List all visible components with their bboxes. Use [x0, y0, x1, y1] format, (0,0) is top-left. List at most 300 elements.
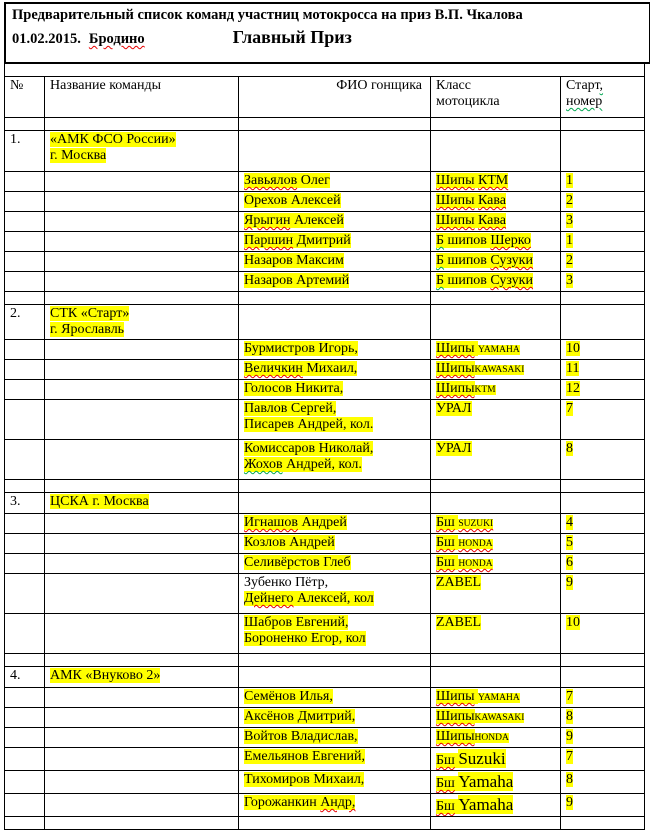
text-run: 11: [566, 361, 580, 376]
motorcycle-class-cell: [431, 728, 561, 748]
rider-name-cell: [239, 212, 431, 232]
rider-row: [5, 728, 645, 748]
empty-class-cell: [431, 292, 561, 305]
empty-team-cell: [45, 748, 239, 771]
doc-date: 01.02.2015.: [12, 31, 81, 47]
text-run: Бш: [436, 535, 455, 550]
text-run: Писарев Андрей, кол.: [244, 417, 374, 432]
empty-num-cell: [5, 480, 45, 493]
rider-name-cell: [239, 574, 431, 614]
rider-row: [5, 794, 645, 817]
empty-start-cell: [561, 817, 645, 830]
text-line: [436, 193, 557, 209]
empty-num-cell: [5, 232, 45, 252]
text-line: [244, 233, 427, 249]
text-run: Yamaha: [458, 772, 514, 791]
text-run: Сузуки: [490, 273, 533, 288]
text-run: 2: [566, 253, 573, 268]
rider-row: [5, 554, 645, 574]
team-row: [5, 493, 645, 514]
empty-team-cell: [45, 554, 239, 574]
rider-name-cell: [239, 360, 431, 380]
motorcycle-class-cell: [431, 232, 561, 252]
document-title-box: [4, 2, 650, 64]
rider-row: [5, 514, 645, 534]
text-run: 3: [566, 273, 573, 288]
start-number-cell: [561, 574, 645, 614]
header-rider-cell: ФИО гонщика: [239, 77, 431, 118]
text-run: Шипы: [436, 381, 475, 396]
text-run: 7: [566, 749, 573, 764]
text-run: 8: [566, 772, 573, 787]
start-number-cell: [561, 400, 645, 440]
rider-row: [5, 614, 645, 654]
text-run: Голосов Никита,: [244, 381, 344, 396]
text-run: Шерко: [490, 233, 531, 248]
empty-rider-cell: [239, 131, 431, 172]
start-number-cell: [561, 360, 645, 380]
rider-name-cell: [239, 708, 431, 728]
empty-team-cell: [45, 534, 239, 554]
text-run: Сузуки: [490, 253, 533, 268]
motorcycle-class-cell: [431, 172, 561, 192]
start-number-cell: [561, 340, 645, 360]
team-number-cell: 2.: [5, 305, 45, 340]
text-run: шипов: [444, 233, 491, 248]
spacer-row: [5, 654, 645, 667]
rider-name-cell: [239, 688, 431, 708]
start-number-cell: [561, 514, 645, 534]
rider-name-cell: [239, 514, 431, 534]
text-line: [436, 729, 557, 746]
rider-row: [5, 252, 645, 272]
motorcycle-class-cell: [431, 794, 561, 817]
text-line: [436, 341, 557, 358]
text-line: [244, 441, 427, 457]
header-team-cell: Название команды: [45, 77, 239, 118]
text-line: [244, 689, 427, 705]
text-run: Старт: [566, 78, 600, 93]
empty-num-cell: [5, 534, 45, 554]
merged-spacer-cell: [5, 63, 645, 77]
text-run: Бороненко Егор, кол: [244, 631, 366, 646]
empty-rider-cell: [239, 292, 431, 305]
empty-class-cell: [431, 667, 561, 688]
text-run: Класс: [436, 78, 471, 93]
rider-name-cell: [239, 232, 431, 252]
text-line: [436, 535, 557, 552]
motorcycle-class-cell: [431, 380, 561, 400]
spacer-row: [5, 118, 645, 131]
motorcycle-class-cell: [431, 360, 561, 380]
text-line: [50, 148, 235, 164]
start-number-cell: [561, 172, 645, 192]
text-line: [436, 381, 557, 398]
motorcycle-class-cell: [431, 554, 561, 574]
text-run: 6: [566, 555, 573, 570]
text-line: [244, 213, 427, 229]
text-line: [244, 575, 427, 591]
empty-rider-cell: [239, 493, 431, 514]
text-run: Аксёнов Дмитрий,: [244, 709, 356, 724]
text-run: Паршин: [244, 233, 294, 248]
text-run: Алексей, кол: [293, 591, 374, 606]
text-line: [244, 193, 427, 209]
empty-team-cell: [45, 688, 239, 708]
text-run: шипов: [444, 253, 491, 268]
text-line: [50, 668, 235, 684]
start-number-cell: [561, 252, 645, 272]
text-run: 7: [566, 689, 573, 704]
text-run: 7: [566, 401, 573, 416]
empty-team-cell: [45, 192, 239, 212]
empty-team-cell: [45, 514, 239, 534]
team-name-cell: [45, 667, 239, 688]
text-line: [244, 555, 427, 571]
rider-row: [5, 232, 645, 252]
text-run: Шипы: [436, 173, 475, 188]
motorcycle-class-cell: [431, 252, 561, 272]
text-run: YAMAHA: [478, 693, 520, 703]
start-number-cell: [561, 728, 645, 748]
empty-team-cell: [45, 794, 239, 817]
text-run: Suzuki: [458, 749, 506, 768]
text-run: Дмитрий: [293, 233, 351, 248]
text-line: [436, 515, 557, 532]
start-number-cell: [561, 794, 645, 817]
empty-team-cell: [45, 292, 239, 305]
rider-name-cell: [239, 794, 431, 817]
empty-num-cell: [5, 292, 45, 305]
empty-start-cell: [561, 292, 645, 305]
empty-team-cell: [45, 771, 239, 794]
participants-table: [4, 62, 645, 830]
text-run: 8: [566, 709, 573, 724]
text-run: 9: [566, 795, 573, 810]
rider-name-cell: [239, 554, 431, 574]
text-line: [436, 401, 557, 417]
text-run: мотоцикла: [436, 94, 500, 109]
empty-team-cell: [45, 360, 239, 380]
text-line: [244, 772, 427, 788]
empty-rider-cell: [239, 817, 431, 830]
text-run: шипов: [444, 273, 491, 288]
empty-rider-cell: [239, 118, 431, 131]
empty-num-cell: [5, 400, 45, 440]
text-line: [436, 78, 557, 94]
text-line: [244, 381, 427, 397]
empty-rider-cell: [239, 654, 431, 667]
text-run: г. Ярославль: [50, 322, 125, 337]
empty-rider-cell: [239, 305, 431, 340]
rider-name-cell: [239, 614, 431, 654]
text-line: [244, 709, 427, 725]
spacer-row: [5, 292, 645, 305]
rider-name-cell: [239, 728, 431, 748]
text-line: [566, 78, 641, 94]
team-row: [5, 667, 645, 688]
text-run: Шипы: [436, 341, 475, 356]
text-line: [436, 173, 557, 189]
text-run: Андрей, кол.: [282, 457, 362, 472]
spacer-row: [5, 817, 645, 830]
rider-name-cell: [239, 771, 431, 794]
text-run: Андрей: [297, 515, 347, 530]
text-run: 5: [566, 535, 573, 550]
empty-num-cell: [5, 688, 45, 708]
empty-team-cell: [45, 708, 239, 728]
text-run: 1: [566, 173, 573, 188]
text-line: [50, 306, 235, 322]
rider-row: [5, 440, 645, 480]
text-run: Бш: [436, 555, 455, 570]
text-run: УРАЛ: [436, 441, 472, 456]
start-number-cell: [561, 232, 645, 252]
text-line: [436, 709, 557, 726]
text-run: Емельянов Евгений,: [244, 749, 365, 764]
team-number-cell: 3.: [5, 493, 45, 514]
text-run: Шипы: [436, 193, 475, 208]
text-run: 2: [566, 193, 573, 208]
empty-num-cell: [5, 574, 45, 614]
text-run: Семёнов Илья,: [244, 689, 333, 704]
motorcycle-class-cell: [431, 272, 561, 292]
text-run: HONDA: [458, 539, 493, 549]
text-run: ZABEL: [436, 615, 482, 630]
text-line: [244, 401, 427, 417]
text-line: [436, 689, 557, 706]
text-run: Кава: [478, 213, 507, 228]
merged-spacer-row: [5, 63, 645, 77]
team-row: [5, 131, 645, 172]
text-run: Шабров Евгений,: [244, 615, 349, 630]
empty-start-cell: [561, 118, 645, 131]
text-line: [244, 591, 427, 607]
text-line: [244, 615, 427, 631]
text-line: [244, 457, 427, 473]
text-line: [436, 253, 557, 269]
motorcycle-class-cell: [431, 614, 561, 654]
empty-class-cell: [431, 480, 561, 493]
motorcycle-class-cell: [431, 400, 561, 440]
motorcycle-class-cell: [431, 192, 561, 212]
empty-num-cell: [5, 748, 45, 771]
empty-team-cell: [45, 440, 239, 480]
empty-team-cell: [45, 172, 239, 192]
rider-row: [5, 688, 645, 708]
text-line: [244, 535, 427, 551]
text-line: [244, 749, 427, 765]
team-number-cell: 1.: [5, 131, 45, 172]
text-run: Зубенко Пётр,: [244, 575, 329, 590]
empty-team-cell: [45, 232, 239, 252]
text-line: [50, 494, 235, 510]
text-run: Шипы: [436, 709, 475, 724]
empty-num-cell: [5, 771, 45, 794]
text-run: ,: [599, 78, 604, 93]
text-line: [244, 173, 427, 189]
text-line: [566, 94, 641, 110]
text-run: Игнашов: [244, 515, 298, 530]
text-run: Назаров Максим: [244, 253, 344, 268]
empty-class-cell: [431, 118, 561, 131]
empty-num-cell: [5, 272, 45, 292]
text-run: Селивёрстов Глеб: [244, 555, 351, 570]
text-run: KAWASAKI: [474, 713, 525, 723]
text-run: Бш: [436, 753, 455, 768]
text-run: АМК «Внуково 2»: [50, 668, 161, 683]
empty-num-cell: [5, 340, 45, 360]
text-run: УРАЛ: [436, 401, 472, 416]
empty-team-cell: [45, 614, 239, 654]
text-run: Кава: [478, 193, 507, 208]
text-run: Жохов: [244, 457, 283, 472]
text-run: Шипы: [436, 729, 475, 744]
doc-title-line2: [12, 27, 649, 48]
text-run: «АМК ФСО России»: [50, 132, 176, 147]
text-run: Бурмистров Игорь,: [244, 341, 358, 356]
text-run: Тихомиров Михаил,: [244, 772, 365, 787]
text-run: Б: [436, 273, 445, 288]
empty-num-cell: [5, 817, 45, 830]
empty-num-cell: [5, 380, 45, 400]
team-number-cell: 4.: [5, 667, 45, 688]
text-run: Орехов Алексей: [244, 193, 341, 208]
text-line: [244, 729, 427, 745]
empty-num-cell: [5, 360, 45, 380]
empty-num-cell: [5, 118, 45, 131]
start-number-cell: [561, 192, 645, 212]
text-run: YAMAHA: [478, 345, 520, 355]
text-line: [436, 772, 557, 792]
rider-name-cell: [239, 172, 431, 192]
text-run: 12: [566, 381, 580, 396]
text-line: [436, 749, 557, 769]
empty-team-cell: [45, 212, 239, 232]
motorcycle-class-cell: [431, 514, 561, 534]
motorcycle-class-cell: [431, 688, 561, 708]
rider-name-cell: [239, 400, 431, 440]
text-line: [244, 631, 427, 647]
text-run: КТМ: [478, 173, 509, 188]
rider-name-cell: [239, 192, 431, 212]
empty-start-cell: [561, 493, 645, 514]
empty-num-cell: [5, 192, 45, 212]
text-run: Шипы: [436, 689, 475, 704]
rider-row: [5, 272, 645, 292]
start-number-cell: [561, 272, 645, 292]
start-number-cell: [561, 748, 645, 771]
text-run: Андр,: [320, 795, 356, 810]
text-run: 4: [566, 515, 573, 530]
text-run: Б: [436, 233, 445, 248]
rider-row: [5, 360, 645, 380]
header-start-cell: [561, 77, 645, 118]
header-class-cell: [431, 77, 561, 118]
empty-num-cell: [5, 654, 45, 667]
start-number-cell: [561, 212, 645, 232]
start-number-cell: [561, 614, 645, 654]
text-run: Олег: [297, 173, 330, 188]
text-run: Ярыгин: [244, 213, 291, 228]
rider-row: [5, 340, 645, 360]
header-row: [5, 77, 645, 118]
text-run: Бш: [436, 776, 455, 791]
empty-team-cell: [45, 118, 239, 131]
motorcycle-class-cell: [431, 440, 561, 480]
text-run: Горожанкин: [244, 795, 321, 810]
motorcycle-class-cell: [431, 708, 561, 728]
text-run: Назаров Артемий: [244, 273, 350, 288]
text-line: [244, 515, 427, 531]
text-run: KTM: [474, 385, 496, 395]
text-run: 8: [566, 441, 573, 456]
empty-start-cell: [561, 131, 645, 172]
rider-name-cell: [239, 440, 431, 480]
text-run: Павлов Сергей,: [244, 401, 337, 416]
text-run: 9: [566, 575, 573, 590]
text-line: [436, 795, 557, 815]
motorcycle-class-cell: [431, 771, 561, 794]
participants-table-body: [5, 63, 645, 830]
empty-num-cell: [5, 172, 45, 192]
empty-start-cell: [561, 654, 645, 667]
start-number-cell: [561, 771, 645, 794]
spacer-row: [5, 480, 645, 493]
empty-num-cell: [5, 614, 45, 654]
text-run: KAWASAKI: [474, 365, 525, 375]
empty-class-cell: [431, 131, 561, 172]
rider-name-cell: [239, 272, 431, 292]
doc-prize-title: Главный Приз: [232, 27, 352, 47]
empty-num-cell: [5, 514, 45, 534]
rider-row: [5, 192, 645, 212]
empty-rider-cell: [239, 667, 431, 688]
empty-num-cell: [5, 554, 45, 574]
text-run: Алексей: [290, 213, 344, 228]
text-run: HONDA: [458, 559, 493, 569]
start-number-cell: [561, 708, 645, 728]
empty-team-cell: [45, 272, 239, 292]
empty-team-cell: [45, 252, 239, 272]
empty-start-cell: [561, 305, 645, 340]
motorcycle-class-cell: [431, 534, 561, 554]
text-run: Б: [436, 253, 445, 268]
rider-row: [5, 574, 645, 614]
text-run: Бш: [436, 515, 455, 530]
rider-row: [5, 708, 645, 728]
text-line: [244, 273, 427, 289]
empty-team-cell: [45, 480, 239, 493]
team-name-cell: [45, 493, 239, 514]
empty-team-cell: [45, 400, 239, 440]
empty-team-cell: [45, 728, 239, 748]
start-number-cell: [561, 534, 645, 554]
text-run: Войтов Владислав,: [244, 729, 358, 744]
empty-team-cell: [45, 380, 239, 400]
text-run: 3: [566, 213, 573, 228]
text-line: [436, 213, 557, 229]
doc-title-line1: Предварительный список команд участниц мотокросса на приз В.П. Чкалова: [12, 7, 523, 23]
empty-num-cell: [5, 728, 45, 748]
text-line: [436, 361, 557, 378]
start-number-cell: [561, 554, 645, 574]
rider-name-cell: [239, 748, 431, 771]
text-line: [50, 132, 235, 148]
team-name-cell: [45, 131, 239, 172]
empty-team-cell: [45, 817, 239, 830]
empty-class-cell: [431, 305, 561, 340]
